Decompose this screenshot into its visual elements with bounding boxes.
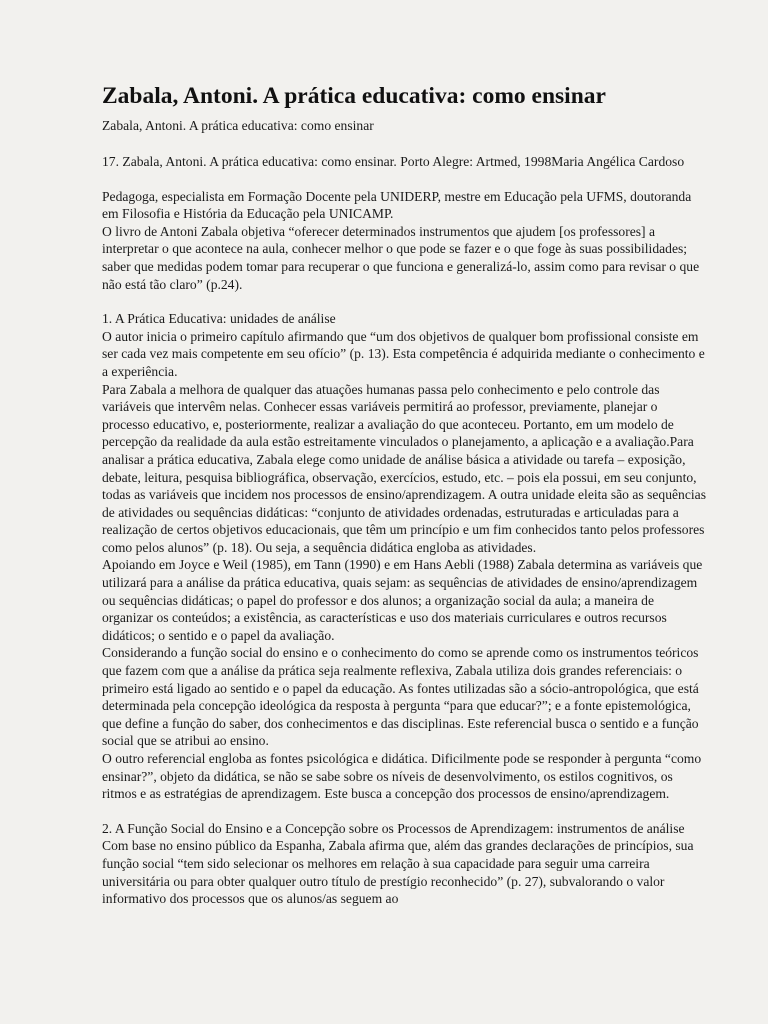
section-1-heading: 1. A Prática Educativa: unidades de análise xyxy=(102,311,336,327)
section-2-paragraph: 2. A Função Social do Ensino e a Concepção sobre os Processos de Aprendizagem: instrumentos de análise Com base no ensino público da Espanha, Zabala afirma que, além das grandes declarações de princípios, sua função social “tem sido selecionar os melhores em relação à sua capacidade para seguir uma carreira universitária ou para obter qualquer outro título de prestígio reconhecido” (p. 27), subvalorando o valor informativo dos processos que os alunos/as seguem ao xyxy=(102,820,694,907)
reference-citation: 17. Zabala, Antoni. A prática educativa: como ensinar. Porto Alegre: Artmed, 1998Maria Angélica Cardoso xyxy=(102,154,685,169)
body-paragraph: O outro referencial engloba as fontes psicológica e didática. Dificilmente pode se responder à pergunta “como ensinar?”, objeto da didática, se não se sabe sobre os níveis de desenvolvimento, os estilos cognitivos, os ritmos e as estratégias de aprendizagem. Este busca a concepção dos processos de ensino/aprendizagem. xyxy=(102,751,702,802)
body-paragraph: Considerando a função social do ensino e o conhecimento do como se aprende como os instrumentos teóricos que fazem com que a análise da prática seja realmente reflexiva, Zabala utiliza dois grandes referenciais: o primeiro está ligado ao sentido e o papel da educação. As fontes utilizadas são a sócio-antropológica, que está determinada pela concepção ideológica da resposta à pergunta “para que educar?”; e a fonte epistemológica, que define a função do saber, dos conhecimentos e das disciplinas. Este referencial busca o sentido e a função social que se atribui ao ensino. xyxy=(102,645,699,749)
document-subtitle: Zabala, Antoni. A prática educativa: como ensinar xyxy=(102,118,374,133)
body-paragraph: Para Zabala a melhora de qualquer das atuações humanas passa pelo conhecimento e pelo controle das variáveis que intervêm nelas. Conhecer essas variáveis permitirá ao professor, previamente, planejar o processo educativo, e, posteriormente, realizar a avaliação do que aconteceu. Portanto, em um modelo de percepção da realidade da aula estão estreitamente vinculados o planejamento, a aplicação e a avaliação.Para analisar a prática educativa, Zabala elege como unidade de análise básica a atividade ou tarefa – exposição, debate, leitura, pesquisa bibliográfica, observação, exercícios, estudo, etc. – pois ela possui, em seu conjunto, todas as variáveis que incidem nos processos de ensino/aprendizagem. A outra unidade eleita são as sequências de atividades ou sequências didáticas: “conjunto de atividades ordenadas, estruturadas e articuladas para a realização de certos objetivos educacionais, que têm um princípio e um fim conhecidos tanto pelos professores como pelos alunos” (p. 18). Ou seja, a sequência didática engloba as atividades. xyxy=(102,381,706,555)
body-paragraph: O autor inicia o primeiro capítulo afirmando que “um dos objetivos de qualquer bom profissional consiste em ser cada vez mais competente em seu ofício” (p. 13). Esta competência é adquirida mediante o conhecimento e a experiência. xyxy=(102,328,705,379)
author-bio: Pedagoga, especialista em Formação Docente pela UNIDERP, mestre em Educação pela UFMS, doutoranda em Filosofia e História da Educação pela UNICAMP. xyxy=(102,188,692,222)
intro-paragraph: O livro de Antoni Zabala objetiva “oferecer determinados instrumentos que ajudem [os professores] a interpretar o que acontece na aula, conhecer melhor o que pode se fazer e o que foge às suas possibilidades; saber que medidas podem tomar para recuperar o que funciona e generalizá-lo, assim como para revisar o que não está tão claro” (p.24). xyxy=(102,223,700,292)
body-paragraph: Apoiando em Joyce e Weil (1985), em Tann (1990) e em Hans Aebli (1988) Zabala determina as variáveis que utilizará para a análise da prática educativa, quais sejam: as sequências de atividades de ensino/aprendizagem ou sequências didáticas; o papel do professor e dos alunos; a organização social da aula; a maneira de organizar os conteúdos; a existência, as características e uso dos materiais curriculares e outros recursos didáticos; o sentido e o papel da avaliação. xyxy=(102,557,703,643)
document-title: Zabala, Antoni. A prática educativa: como ensinar xyxy=(102,83,606,109)
